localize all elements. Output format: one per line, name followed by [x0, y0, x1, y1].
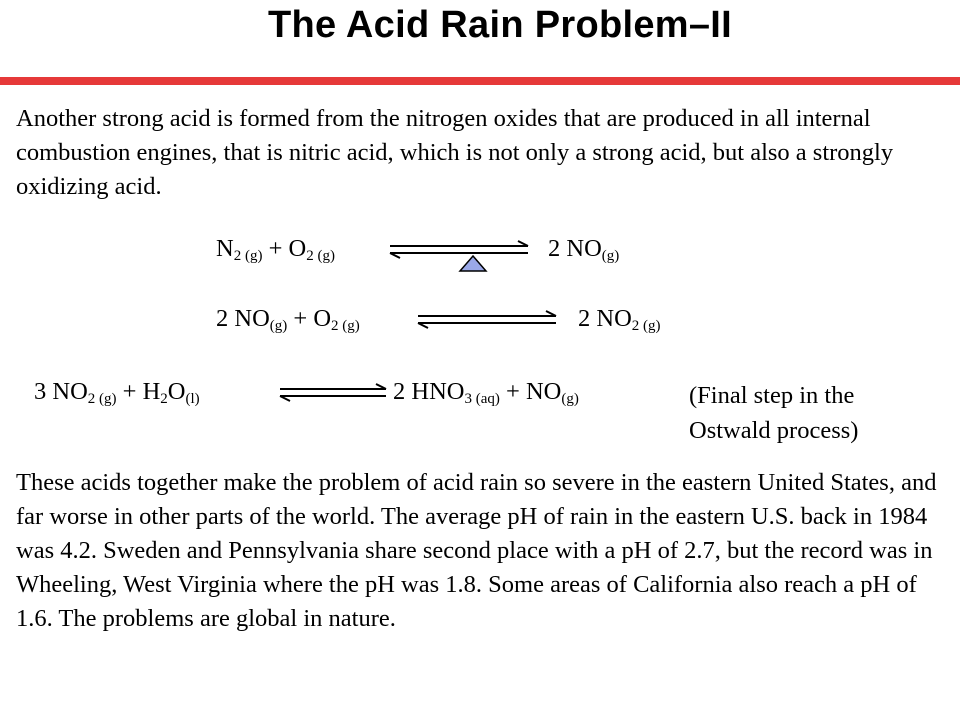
- equation-nitric-oxide-product: 2 $NO_{(g)}$: [548, 235, 620, 264]
- title-underline-bar: [0, 77, 960, 85]
- ostwald-note: (Final step in the Ostwald process): [689, 382, 859, 444]
- equation-nitrogen-oxygen-reactants: $N_{2 (g)} + O_{2 (g)}$: [216, 235, 335, 264]
- equilibrium-arrow-icon: [418, 310, 558, 330]
- equation-oxidation-reactants: 2 $NO_{(g)} + O_{2 (g)}$: [216, 305, 360, 334]
- equation-nitrogen-dioxide-product: 2 $NO_{2 (g)}$: [578, 305, 661, 334]
- equilibrium-arrow-icon: [280, 383, 390, 403]
- intro-paragraph: Another strong acid is formed from the nitrogen oxides that are produced in all internal combustion engines, that is nitric acid, which is not only a strong acid, but also a strongly oxidizing acid.: [16, 105, 894, 200]
- equation-nitric-acid-reactants: 3 $NO_{2 (g)} + H_2O_{(l)}$: [34, 378, 200, 407]
- equation-nitric-acid-products: 2 $HNO_{3 (aq)} + NO_{(g)}$: [393, 378, 579, 407]
- page-title: The Acid Rain Problem–II: [268, 4, 732, 46]
- heat-triangle-icon: [458, 254, 488, 274]
- conclusion-paragraph: These acids together make the problem of acid rain so severe in the eastern United States, and far worse in other parts of the world. The average pH of rain in the eastern U.S. back in 1984 was 4.2. Sweden and Pennsylvania share second place with a pH of 2.7, but the record was in Wheeling, West Virginia where the pH was 1.8. Some areas of California also reach a pH of 1.6. The problems are global in nature.: [16, 469, 937, 632]
